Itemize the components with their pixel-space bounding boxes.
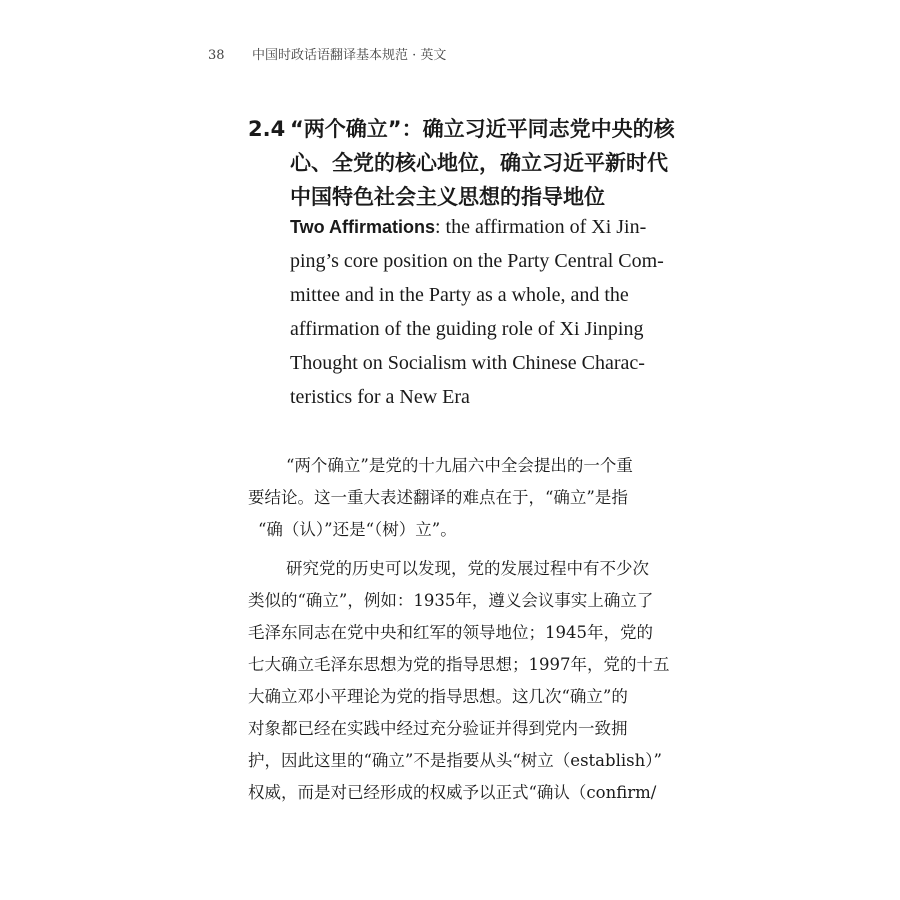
paragraph-1 (248, 450, 678, 546)
section-number: 2.4 (248, 117, 286, 141)
english-line-1 (290, 210, 690, 244)
section-heading (248, 112, 688, 214)
paragraph-2 (248, 553, 678, 809)
paragraph-2-line-7: 护，因此这里的“确立”不是指要从头“树立（establish）” (248, 751, 662, 770)
paragraph-2-line-8: 权威，而是对已经形成的权威予以正式“确认（confirm/ (248, 783, 657, 802)
page-number: 38 (208, 48, 225, 63)
heading-line-1 (248, 112, 688, 146)
english-term: Two Affirmations (290, 217, 435, 237)
paragraph-2-line-6: 对象都已经在实践中经过充分验证并得到党内一致拥 (248, 719, 628, 738)
paragraph-2-line-1: 研究党的历史可以发现，党的发展过程中有不少次 (286, 559, 649, 578)
book-title: 中国时政话语翻译基本规范 · 英文 (252, 48, 447, 63)
heading-line-3: 中国特色社会主义思想的指导地位 (290, 185, 605, 209)
heading-line-2: 心、全党的核心地位，确立习近平新时代 (290, 151, 668, 175)
paragraph-1-line-3: “确（认）”还是“（树）立”。 (258, 520, 457, 539)
paragraph-1-line-2: 要结论。这一重大表述翻译的难点在于，“确立”是指 (248, 488, 628, 507)
english-line-2: ping’s core position on the Party Central Com- (290, 250, 664, 272)
english-translation (290, 210, 690, 414)
running-header (208, 44, 446, 63)
heading-text-1: “两个确立”：确立习近平同志党中央的核 (290, 117, 675, 141)
english-line-4: affirmation of the guiding role of Xi Jinping (290, 318, 644, 340)
paragraph-1-line-1: “两个确立”是党的十九届六中全会提出的一个重 (286, 456, 633, 475)
english-text-1: : the affirmation of Xi Jin- (435, 216, 647, 238)
english-line-6: teristics for a New Era (290, 386, 470, 408)
english-line-5: Thought on Socialism with Chinese Charac- (290, 352, 645, 374)
paragraph-2-line-5: 大确立邓小平理论为党的指导思想。这几次“确立”的 (248, 687, 628, 706)
paragraph-2-line-4: 七大确立毛泽东思想为党的指导思想；1997年，党的十五 (248, 655, 670, 674)
paragraph-2-line-3: 毛泽东同志在党中央和红军的领导地位；1945年，党的 (248, 623, 653, 642)
english-line-3: mittee and in the Party as a whole, and the (290, 284, 629, 306)
paragraph-2-line-2: 类似的“确立”，例如：1935年，遵义会议事实上确立了 (248, 591, 654, 610)
